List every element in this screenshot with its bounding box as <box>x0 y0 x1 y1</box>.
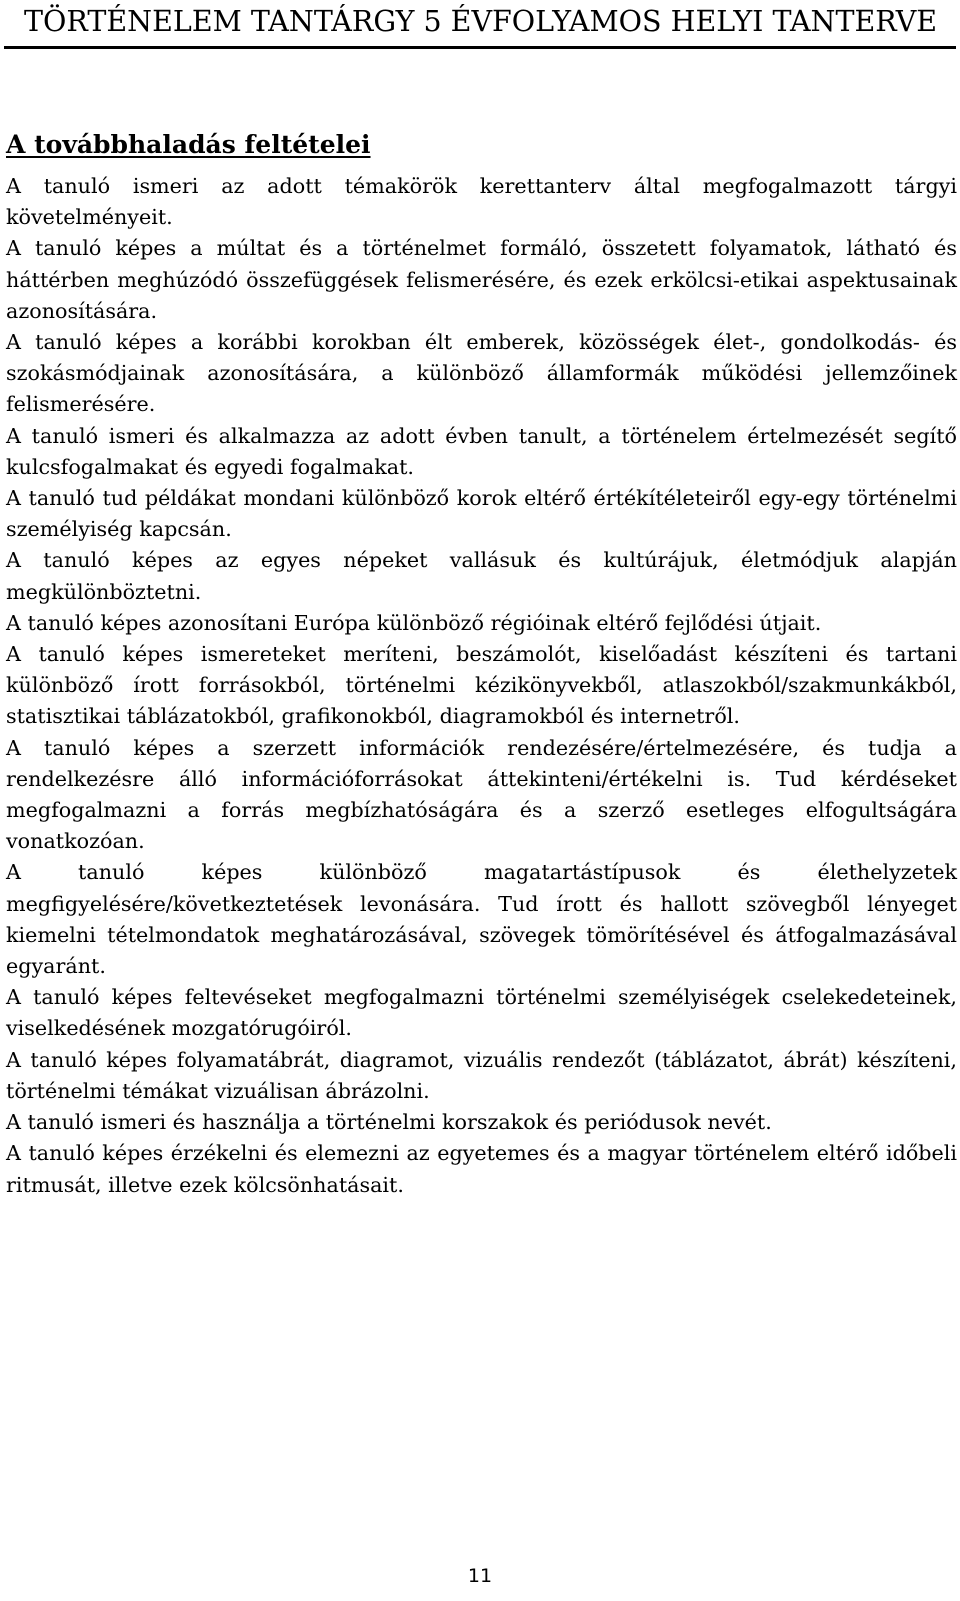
document-title: TÖRTÉNELEM TANTÁRGY 5 ÉVFOLYAMOS HELYI TANTERVE <box>24 5 938 38</box>
requirement-paragraph: A tanuló ismeri és alkalmazza az adott évben tanult, a történelem értelmezését segítő kulcsfogalmakat és egyedi fogalmakat. <box>6 423 957 479</box>
requirement-paragraph: A tanuló képes azonosítani Európa különböző régióinak eltérő fejlődési útjait. <box>6 610 822 635</box>
requirement-paragraph: A tanuló képes különböző magatartástípusok és élethelyzetek megfigyelésére/következtetések levonására. Tud írott és hallott szövegből lényeget kiemelni tételmondatok meghatározásával, szövegek tömörítésével és átfogalmazásával egyaránt. <box>6 860 957 979</box>
section-title: A továbbhaladás feltételei <box>6 130 371 159</box>
requirement-paragraph: A tanuló képes folyamatábrát, diagramot, vizuális rendezőt (táblázatot, ábrát) készíteni, történelmi témákat vizuálisan ábrázolni. <box>6 1047 957 1103</box>
requirement-paragraph: A tanuló képes ismereteket meríteni, beszámolót, kiselőadást készíteni és tartani különböző írott forrásokból, történelmi kézikönyvekből, atlaszokból/szakmunkákból, statisztikai táblázatokból, grafikonokból, diagramokból és internetről. <box>6 642 957 729</box>
requirement-paragraph: A tanuló képes érzékelni és elemezni az egyetemes és a magyar történelem eltérő időbeli ritmusát, illetve ezek kölcsönhatásait. <box>6 1141 957 1197</box>
requirement-paragraph: A tanuló ismeri az adott témakörök kerettanterv által megfogalmazott tárgyi követelményeit. <box>6 174 957 230</box>
requirement-paragraph: A tanuló képes a szerzett információk rendezésére/értelmezésére, és tudja a rendelkezésre álló információforrásokat áttekinteni/értékelni is. Tud kérdéseket megfogalmazni a forrás megbízhatóságára és a szerző esetleges elfogultságára vonatkozóan. <box>6 735 957 854</box>
requirement-paragraph: A tanuló képes az egyes népeket vallásuk és kultúrájuk, életmódjuk alapján megkülönböztetni. <box>6 548 957 604</box>
page-number: 11 <box>467 1565 493 1587</box>
requirement-paragraph: A tanuló tud példákat mondani különböző korok eltérő értékítéleteiről egy-egy történelmi személyiség kapcsán. <box>6 486 957 542</box>
page-header <box>0 0 960 52</box>
header-divider <box>4 46 956 49</box>
requirement-paragraph: A tanuló képes a korábbi korokban élt emberek, közösségek élet-, gondolkodás- és szokásmódjainak azonosítására, a különböző államformák működési jellemzőinek felismerésére. <box>6 330 957 417</box>
page-content <box>6 128 957 1201</box>
requirement-paragraph: A tanuló képes a múltat és a történelmet formáló, összetett folyamatok, látható és háttérben meghúzódó összefüggések felismerésére, és ezek erkölcsi-etikai aspektusainak azonosítására. <box>6 236 957 323</box>
requirement-paragraph: A tanuló képes feltevéseket megfogalmazni történelmi személyiségek cselekedeteinek, viselkedésének mozgatórugóiról. <box>6 985 957 1041</box>
requirement-paragraph: A tanuló ismeri és használja a történelmi korszakok és periódusok nevét. <box>6 1110 772 1135</box>
